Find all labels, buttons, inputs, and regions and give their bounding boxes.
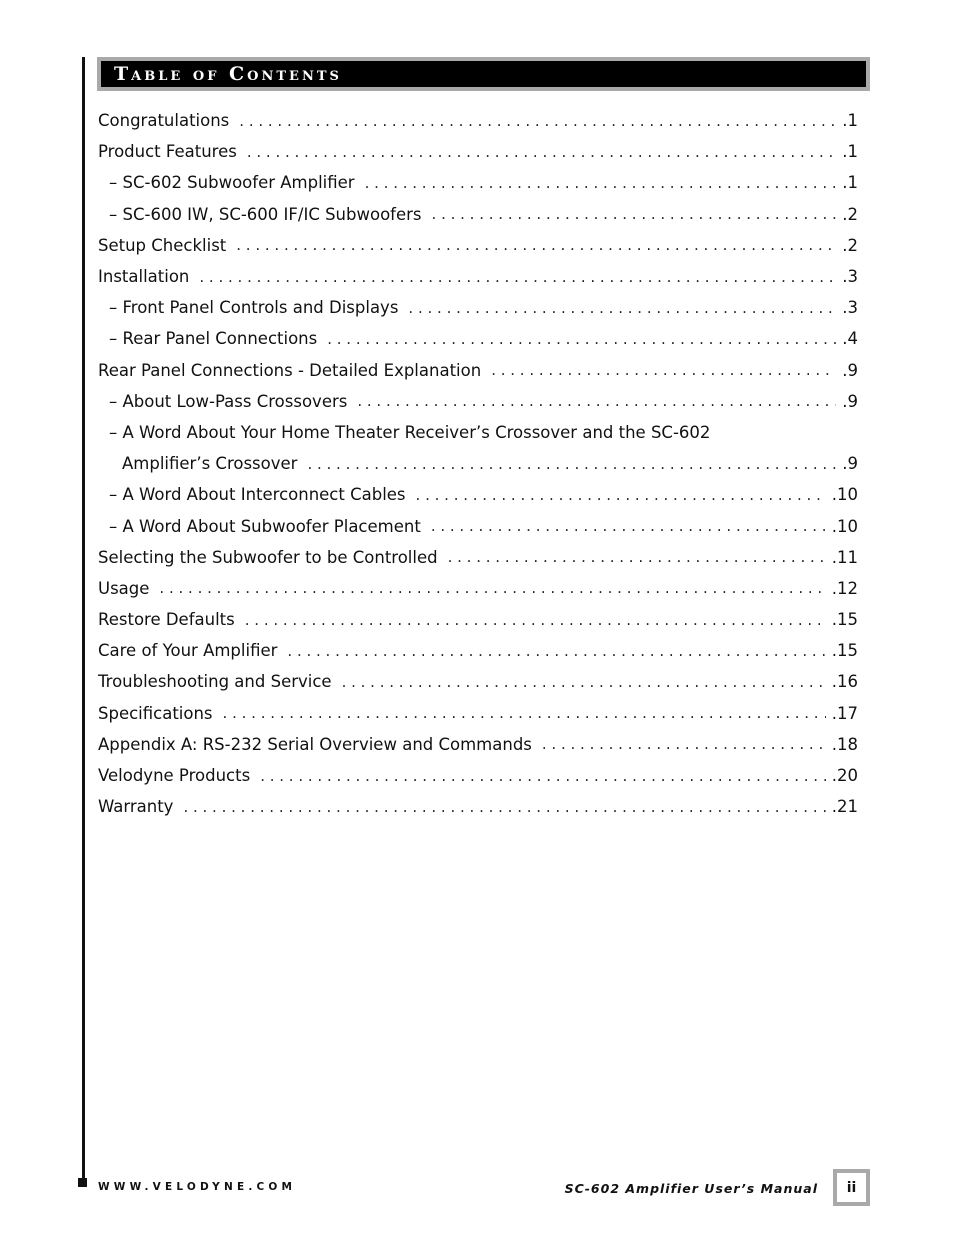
toc-entry[interactable]: [98, 105, 858, 136]
left-margin-rule-cap: [78, 1178, 87, 1187]
toc-entry-label: Amplifier’s Crossover: [122, 454, 298, 474]
toc-entry[interactable]: [98, 167, 858, 198]
toc-entry[interactable]: [98, 666, 858, 697]
toc-entry-page: .1: [842, 111, 858, 131]
toc-entry-page: .1: [842, 173, 858, 193]
toc-dot-leader: [183, 798, 825, 816]
toc-entry-label: – A Word About Interconnect Cables: [109, 485, 406, 505]
toc-entry[interactable]: [98, 604, 858, 635]
toc-dot-leader: [260, 767, 826, 785]
toc-entry[interactable]: [98, 542, 858, 573]
toc-entry[interactable]: [98, 510, 858, 541]
toc-entry-page: .9: [842, 360, 858, 380]
toc-entry-label: Appendix A: RS-232 Serial Overview and Commands: [98, 734, 532, 754]
toc-entry-page: .12: [831, 578, 858, 598]
toc-entry[interactable]: [98, 199, 858, 230]
page-number: ii: [837, 1173, 866, 1202]
footer-website: WWW.VELODYNE.COM: [98, 1181, 297, 1193]
toc-entry-page: .15: [831, 610, 858, 630]
toc-entry[interactable]: [98, 729, 858, 760]
page-title: Table of Contents: [101, 61, 866, 87]
toc-dot-leader: [199, 268, 836, 286]
toc-dot-leader: [542, 735, 826, 753]
toc-entry-page: .18: [831, 734, 858, 754]
toc-entry-page: .11: [831, 547, 858, 567]
toc-dot-leader: [327, 330, 836, 348]
toc-entry-page: .1: [842, 142, 858, 162]
toc-dot-leader: [431, 517, 826, 535]
toc-dot-leader: [307, 455, 836, 473]
toc-dot-leader: [342, 673, 826, 691]
toc-entry[interactable]: [98, 386, 858, 417]
toc-entry-page: .2: [842, 235, 858, 255]
toc-entry-label: Selecting the Subwoofer to be Controlled: [98, 547, 438, 567]
toc-entry-page: .17: [831, 703, 858, 723]
toc-entry-label: Care of Your Amplifier: [98, 641, 278, 661]
toc-entry[interactable]: [98, 760, 858, 791]
toc-entry-label: Congratulations: [98, 111, 230, 131]
toc-entry[interactable]: [98, 573, 858, 604]
toc-entry-label: – Front Panel Controls and Displays: [109, 298, 399, 318]
toc-entry[interactable]: [98, 698, 858, 729]
toc-entry-page: .9: [842, 454, 858, 474]
toc-entry-page: .21: [831, 797, 858, 817]
toc-entry-page: .4: [842, 329, 858, 349]
toc-entry-page: .3: [842, 298, 858, 318]
toc-entry[interactable]: [98, 292, 858, 323]
toc-entry[interactable]: [98, 323, 858, 354]
toc-entry-label: Usage: [98, 578, 150, 598]
toc-entry[interactable]: [98, 635, 858, 666]
toc-dot-leader: [491, 361, 836, 379]
toc-entry-label: Restore Defaults: [98, 610, 235, 630]
toc-entry-page: .15: [831, 641, 858, 661]
toc-entry-label: Troubleshooting and Service: [98, 672, 332, 692]
toc-dot-leader: [287, 642, 825, 660]
toc-entry-label: Warranty: [98, 797, 174, 817]
toc-entry[interactable]: [98, 261, 858, 292]
toc-entry[interactable]: [98, 448, 858, 479]
toc-entry-label: – Rear Panel Connections: [109, 329, 318, 349]
toc-dot-leader: [159, 579, 825, 597]
toc-entry-page: .16: [831, 672, 858, 692]
toc-entry-label: – SC-602 Subwoofer Amplifier: [109, 173, 355, 193]
toc-entry-label: – A Word About Subwoofer Placement: [109, 516, 421, 536]
toc-entry-label: Velodyne Products: [98, 766, 251, 786]
toc-entry-label: Setup Checklist: [98, 235, 227, 255]
toc-entry-page: .9: [842, 391, 858, 411]
page-number-box: [833, 1169, 870, 1206]
toc-entry[interactable]: [98, 136, 858, 167]
toc-entry-page: .2: [842, 204, 858, 224]
toc-dot-leader: [357, 392, 836, 410]
toc-entry-label: Installation: [98, 267, 190, 287]
toc-entry-label: – About Low-Pass Crossovers: [109, 391, 348, 411]
toc-entry-page: .3: [842, 267, 858, 287]
toc-dot-leader: [448, 548, 826, 566]
toc-dot-leader: [432, 205, 837, 223]
toc-dot-leader: [236, 236, 836, 254]
toc-entry-page: .20: [831, 766, 858, 786]
toc-entry-label: – A Word About Your Home Theater Receiver’s Crossover and the SC-602: [109, 422, 711, 442]
toc-entry-page: .10: [831, 485, 858, 505]
toc-entry-label: – SC-600 IW, SC-600 IF/IC Subwoofers: [109, 204, 422, 224]
toc-dot-leader: [365, 174, 837, 192]
toc-dot-leader: [223, 704, 826, 722]
toc-entry-label: Rear Panel Connections - Detailed Explanation: [98, 360, 482, 380]
toc-entry[interactable]: [98, 417, 858, 448]
table-of-contents: [98, 105, 858, 822]
toc-entry-page: .10: [831, 516, 858, 536]
toc-entry[interactable]: [98, 479, 858, 510]
toc-entry[interactable]: [98, 791, 858, 822]
toc-title-bar: [97, 57, 870, 91]
footer-manual-title: SC-602 Amplifier User’s Manual: [564, 1181, 818, 1196]
toc-dot-leader: [247, 143, 836, 161]
toc-dot-leader: [239, 112, 836, 130]
toc-dot-leader: [416, 486, 826, 504]
toc-dot-leader: [245, 611, 826, 629]
toc-dot-leader: [408, 299, 836, 317]
toc-entry[interactable]: [98, 355, 858, 386]
left-margin-rule: [82, 57, 85, 1182]
toc-entry-label: Product Features: [98, 142, 237, 162]
toc-entry[interactable]: [98, 230, 858, 261]
toc-entry-label: Specifications: [98, 703, 213, 723]
